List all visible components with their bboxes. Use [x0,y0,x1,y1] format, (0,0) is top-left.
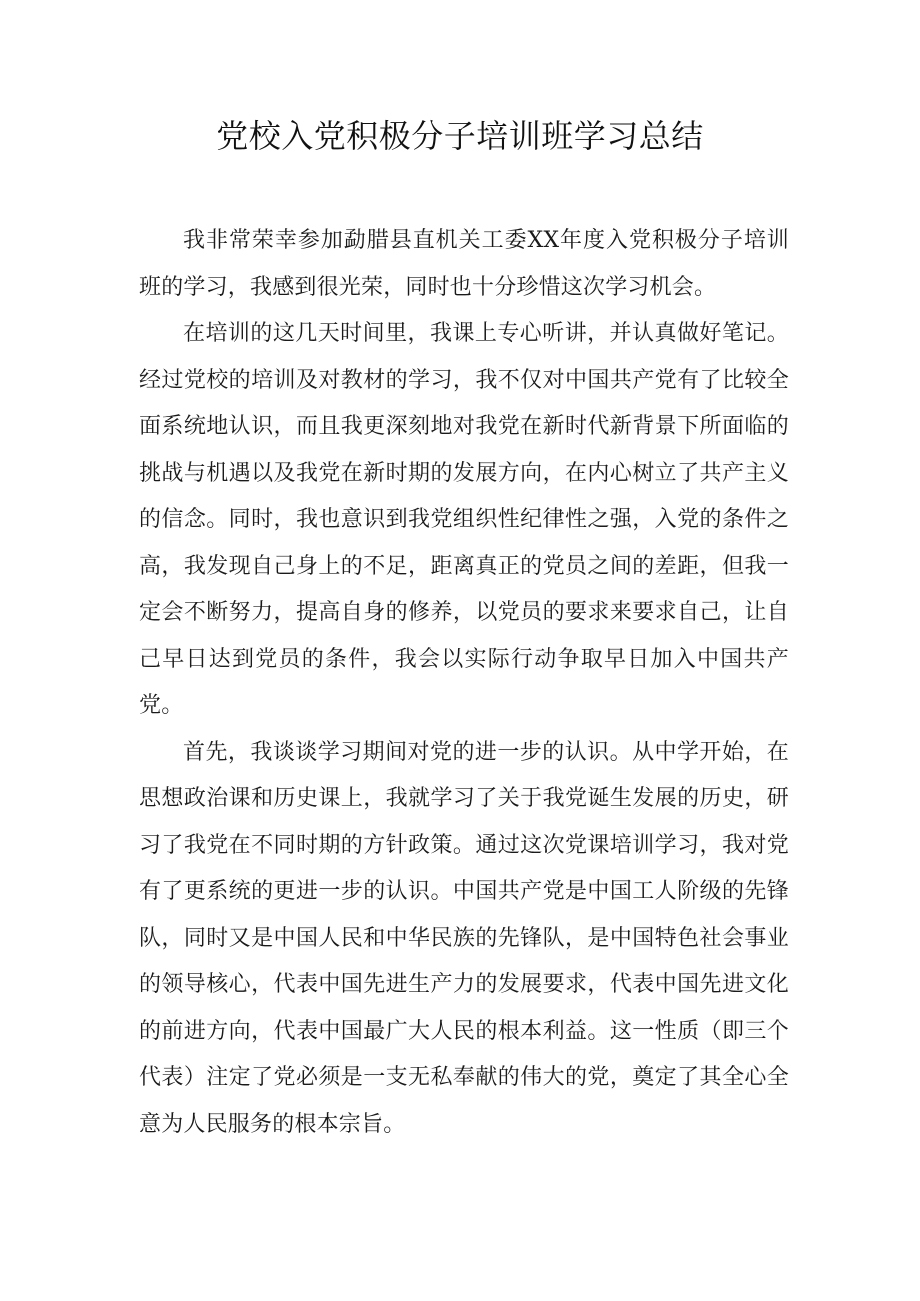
paragraph-training: 在培训的这几天时间里，我课上专心听讲，并认真做好笔记。经过党校的培训及对教材的学习，我不仅对中国共产党有了比较全面系统地认识，而且我更深刻地对我党在新时代新背景下所面临的挑战与机遇以及我党在新时期的发展方向，在内心树立了共产主义的信念。同时，我也意识到我党组织性纪律性之强，入党的条件之高，我发现自己身上的不足，距离真正的党员之间的差距，但我一定会不断努力，提高自身的修养，以党员的要求来要求自己，让自己早日达到党员的条件，我会以实际行动争取早日加入中国共产党。 [139,321,789,718]
paragraph-understanding: 首先，我谈谈学习期间对党的进一步的认识。从中学开始，在思想政治课和历史课上，我就学习了关于我党诞生发展的历史，研习了我党在不同时期的方针政策。通过这次党课培训学习，我对党有了更系统的更进一步的认识。中国共产党是中国工人阶级的先锋队，同时又是中国人民和中华民族的先锋队，是中国特色社会事业的领导核心，代表中国先进生产力的发展要求，代表中国先进文化的前进方向，代表中国最广大人民的根本利益。这一性质（即三个代表）注定了党必须是一支无私奉献的伟大的党，奠定了其全心全意为人民服务的根本宗旨。 [139,739,789,1137]
document-title: 党校入党积极分子培训班学习总结 [216,117,704,155]
paragraph-intro: 我非常荣幸参加勐腊县直机关工委XX年度入党积极分子培训班的学习，我感到很光荣，同时也十分珍惜这次学习机会。 [139,228,789,300]
document-body [139,218,789,1148]
